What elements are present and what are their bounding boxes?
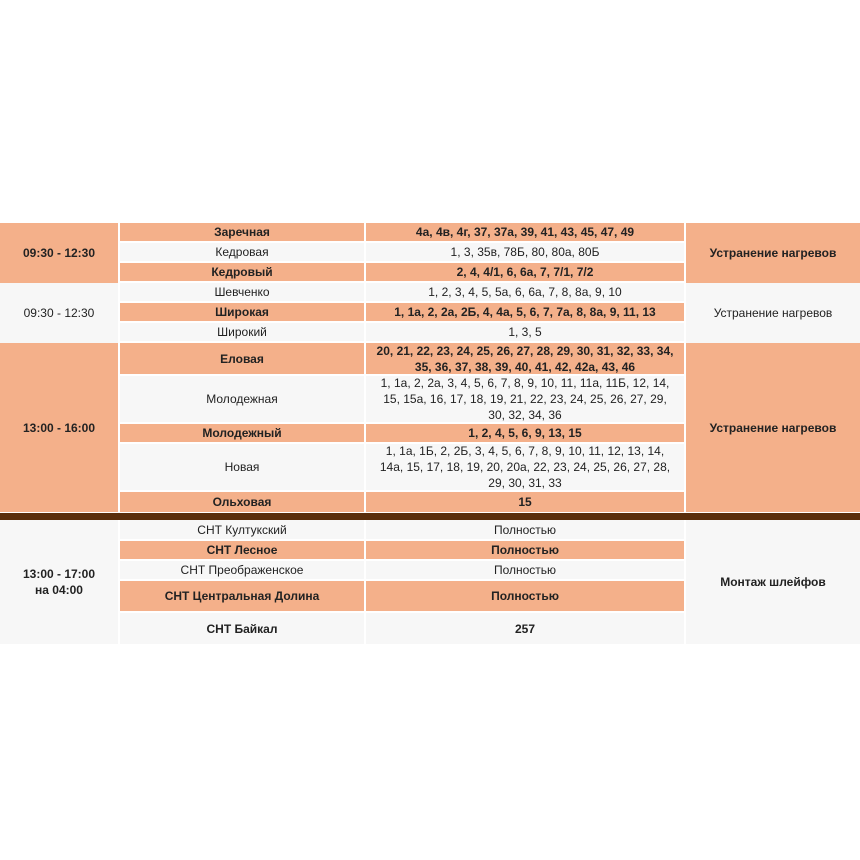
houses-cell: 1, 1а, 2, 2а, 3, 4, 5, 6, 7, 8, 9, 10, 11, 11а, 11Б, 12, 14, 15, 15а, 16, 17, 18, 19, 21, 22, 23, 24, 25, 26, 27, 29, 30, 32, 34, 36: [366, 376, 684, 424]
street-cell: СНТ Байкал: [120, 613, 364, 644]
street-cell: Шевченко: [120, 283, 364, 303]
houses-cell: 1, 3, 35в, 78Б, 80, 80а, 80Б: [366, 243, 684, 263]
houses-cell: 1, 2, 4, 5, 6, 9, 13, 15: [366, 424, 684, 444]
section-divider: [0, 513, 860, 520]
street-cell: Заречная: [120, 223, 364, 243]
work-type-cell: Устранение нагревов: [686, 343, 860, 512]
street-cell: СНТ Култукский: [120, 520, 364, 541]
houses-cell: 1, 1а, 1Б, 2, 2Б, 3, 4, 5, 6, 7, 8, 9, 10, 11, 12, 13, 14, 14а, 15, 17, 18, 19, 20, 20а, 22, 23, 24, 25, 26, 27, 28, 29, 30, 31, 33: [366, 444, 684, 492]
houses-cell: 1, 2, 3, 4, 5, 5а, 6, 6а, 7, 8, 8а, 9, 10: [366, 283, 684, 303]
houses-cell: Полностью: [366, 561, 684, 581]
time-note: на 04:00: [35, 583, 83, 597]
houses-cell: 1, 3, 5: [366, 323, 684, 343]
time-cell: 09:30 - 12:30: [0, 223, 118, 283]
work-type-cell: Монтаж шлейфов: [686, 520, 860, 644]
street-cell: СНТ Лесное: [120, 541, 364, 561]
street-cell: СНТ Центральная Долина: [120, 581, 364, 613]
street-cell: Кедровый: [120, 263, 364, 283]
work-type-cell: Устранение нагревов: [686, 283, 860, 343]
houses-cell: 20, 21, 22, 23, 24, 25, 26, 27, 28, 29, 30, 31, 32, 33, 34, 35, 36, 37, 38, 39, 40, 41, 42, 42а, 43, 46: [366, 343, 684, 376]
time-cell: 13:00 - 16:00: [0, 343, 118, 512]
street-cell: Ольховая: [120, 492, 364, 512]
houses-cell: 15: [366, 492, 684, 512]
work-type-cell: Устранение нагревов: [686, 223, 860, 283]
houses-cell: Полностью: [366, 581, 684, 613]
time-range: 13:00 - 17:00: [22, 567, 96, 581]
street-cell: Еловая: [120, 343, 364, 376]
street-cell: СНТ Преображенское: [120, 561, 364, 581]
houses-cell: 4а, 4в, 4г, 37, 37а, 39, 41, 43, 45, 47, 49: [366, 223, 684, 243]
houses-cell: Полностью: [366, 520, 684, 541]
houses-cell: Полностью: [366, 541, 684, 561]
street-cell: Кедровая: [120, 243, 364, 263]
time-cell: 09:30 - 12:30: [0, 283, 118, 343]
houses-cell: 1, 1а, 2, 2а, 2Б, 4, 4а, 5, 6, 7, 7а, 8, 8а, 9, 11, 13: [366, 303, 684, 323]
street-cell: Новая: [120, 444, 364, 492]
houses-cell: 257: [366, 613, 684, 644]
street-cell: Молодежная: [120, 376, 364, 424]
time-cell: [0, 520, 118, 644]
houses-cell: 2, 4, 4/1, 6, 6а, 7, 7/1, 7/2: [366, 263, 684, 283]
street-cell: Широкая: [120, 303, 364, 323]
street-cell: Молодежный: [120, 424, 364, 444]
street-cell: Широкий: [120, 323, 364, 343]
